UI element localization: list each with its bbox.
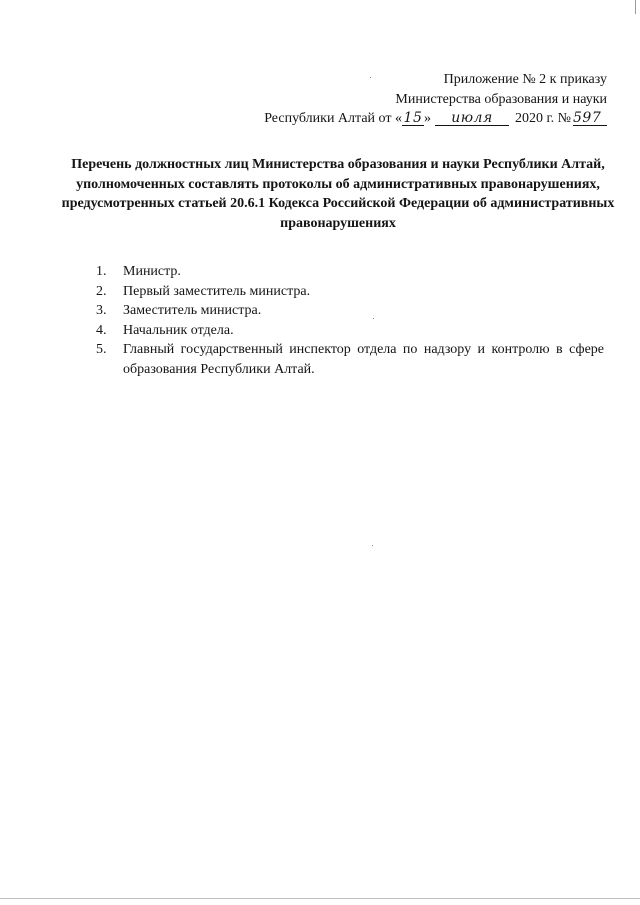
list-item-text: Первый заместитель министра. xyxy=(123,283,311,299)
list-item-text: Начальник отдела. xyxy=(123,322,234,338)
scan-edge-mark xyxy=(635,0,636,14)
list-item-text: Главный государственный инспектор отдела по надзору и контролю в сфере образования Республики Алтай. xyxy=(123,342,604,377)
list-item-number: 5. xyxy=(96,342,107,357)
order-date-prefix: Республики Алтай от « xyxy=(264,111,402,126)
list-item-text: Министр. xyxy=(123,264,181,279)
list-item-number: 1. xyxy=(96,264,107,279)
order-year-text: 2020 г. № xyxy=(514,111,571,126)
list-item xyxy=(96,301,604,321)
handwritten-order-number: 597 xyxy=(573,111,607,126)
list-item xyxy=(96,282,604,302)
list-item xyxy=(96,262,604,282)
handwritten-day: 15 xyxy=(403,110,423,126)
list-item-text: Заместитель министра. xyxy=(123,303,262,318)
scan-speck xyxy=(372,545,373,546)
list-item xyxy=(96,340,604,379)
appendix-line-2: Министерства образования и науки xyxy=(395,91,607,107)
appendix-header xyxy=(264,70,607,129)
appendix-line-3 xyxy=(264,109,607,129)
handwritten-month: июля xyxy=(435,111,509,126)
list-item-number: 2. xyxy=(96,283,107,299)
scan-bottom-line xyxy=(0,898,640,899)
list-item xyxy=(96,321,604,341)
positions-list xyxy=(96,262,604,379)
quote-close: » xyxy=(423,111,431,126)
list-item-number: 3. xyxy=(96,303,107,318)
document-title: Перечень должностных лиц Министерства образования и науки Республики Алтай, уполномоченных составлять протоколы об административных правонарушениях, предусмотренных статьей 20.6.1 Кодекса Российской Федерации об административных правонарушениях xyxy=(61,157,615,231)
appendix-line-1: Приложение № 2 к приказу xyxy=(443,72,607,87)
list-item-number: 4. xyxy=(96,322,107,338)
